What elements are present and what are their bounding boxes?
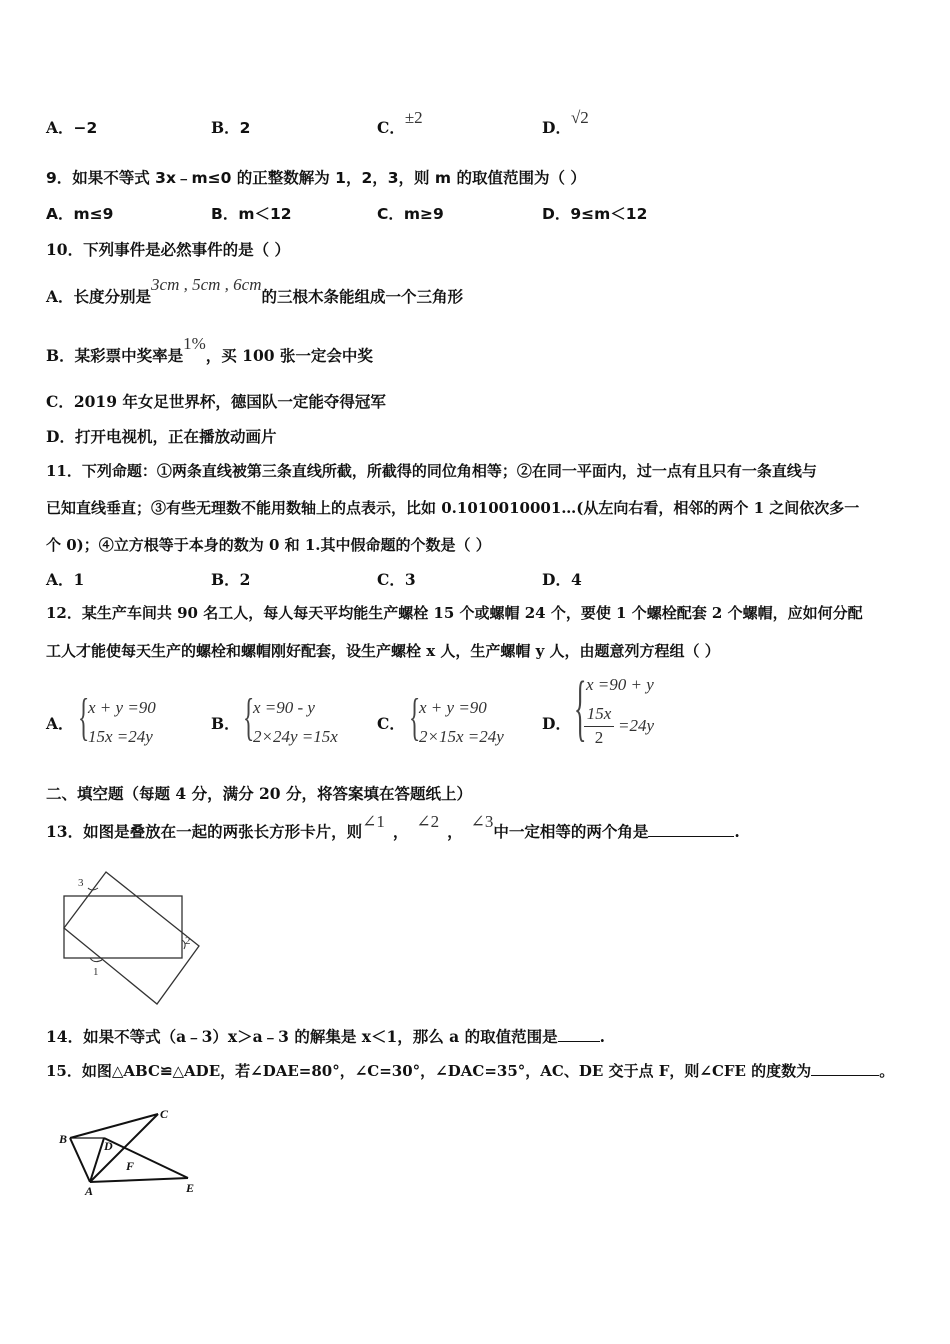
q10-option-a-pre: A．长度分别是 — [46, 287, 152, 306]
q13-end: . — [734, 822, 740, 841]
q10-option-b-pre: B．某彩票中奖率是 — [46, 346, 184, 365]
q8-option-a — [46, 116, 97, 138]
q8-option-a-label: A． — [46, 118, 74, 137]
q15-text: 15．如图△ABC≌△ADE，若∠DAE=80°，∠C=30°，∠DAC=35°，AC、DE 交于点 F，则∠CFE 的度数为 — [46, 1062, 812, 1080]
q15-label-f: F — [126, 1159, 135, 1173]
q10-stem: 10．下列事件是必然事件的是（ ） — [46, 240, 290, 259]
q11-option-a: A．1 — [46, 570, 85, 589]
q8-option-b-value: 2 — [239, 119, 251, 137]
q12-d-numerator: 15x — [586, 704, 612, 723]
q10-option-a-post: 的三根木条能组成一个三角形 — [261, 287, 464, 306]
q13-label-3: 3 — [78, 877, 84, 889]
q15-stem — [46, 1060, 894, 1081]
q10-option-b — [46, 334, 373, 366]
q15-answer-blank[interactable] — [811, 1061, 879, 1076]
q12-line1: 12．某生产车间共 90 名工人，每人每天平均能生产螺栓 15 个或螺帽 24 个，要使 1 个螺栓配套 2 个螺帽，应如何分配 — [46, 604, 863, 622]
q9-option-a: A．m≤9 — [46, 205, 114, 223]
q15-segment-ab — [70, 1138, 90, 1182]
q8-option-c-label: C． — [377, 118, 405, 137]
q12-option-b-label: B． — [211, 714, 240, 733]
q9-option-d: D．9≤m＜12 — [542, 205, 648, 223]
q13-pre: 13．如图是叠放在一起的两张长方形卡片，则 — [46, 822, 363, 841]
q15-label-a: A — [85, 1184, 94, 1198]
q12-d-rhs: =24y — [618, 716, 655, 735]
q15-label-e: E — [186, 1181, 195, 1195]
q10-option-b-post: ，买 100 张一定会中奖 — [205, 346, 373, 365]
q13-angle-1: ∠1 — [362, 812, 385, 831]
q13-figure-overlapping-rectangles — [58, 866, 218, 1016]
q12-d-fraction-bar — [584, 726, 614, 727]
q12-a-eq1: x + y =90 — [88, 698, 156, 717]
q12-c-eq2: 2×15x =24y — [419, 727, 504, 746]
q12-line2: 工人才能使每天生产的螺栓和螺帽刚好配套，设生产螺栓 x 人，生产螺帽 y 人，由题意列方程组（ ） — [46, 642, 720, 660]
q13-stem — [46, 812, 740, 842]
q10-option-b-math: 1% — [183, 334, 206, 353]
q8-option-b — [211, 116, 250, 138]
q9-stem: 9．如果不等式 3x﹣m≤0 的正整数解为 1，2，3，则 m 的取值范围为（ ） — [46, 169, 586, 187]
q11-line3: 个 0)；④立方根等于本身的数为 0 和 1.其中假命题的个数是（ ） — [46, 536, 491, 554]
q14-end: . — [599, 1027, 606, 1046]
q15-figure-congruent-triangles — [56, 1100, 216, 1200]
q15-segment-ae — [90, 1178, 188, 1182]
q12-d-denominator: 2 — [594, 728, 604, 747]
q10-option-c: C．2019 年女足世界杯，德国队一定能夺得冠军 — [46, 392, 386, 411]
q8-option-a-value: −2 — [73, 119, 98, 137]
q15-label-d: D — [104, 1139, 113, 1153]
brace-icon: { — [243, 689, 255, 746]
q12-option-a-system — [78, 689, 188, 752]
q8-option-c-value: ±2 — [404, 108, 423, 127]
q12-option-c-system — [409, 689, 529, 752]
q10-option-a — [46, 275, 464, 307]
q15-segment-de — [104, 1138, 188, 1178]
q13-sep2: ， — [447, 822, 463, 841]
q12-option-d-label: D． — [542, 714, 571, 733]
q8-option-c — [377, 108, 423, 138]
q12-option-a-label: A． — [46, 714, 74, 733]
q8-option-d-value: √2 — [570, 108, 589, 127]
q12-option-b-system — [243, 689, 363, 752]
brace-icon: { — [78, 689, 90, 746]
q11-line1: 11．下列命题：①两条直线被第三条直线所截，所截得的同位角相等；②在同一平面内，过一点有且只有一条直线与 — [46, 462, 817, 480]
q13-post: 中一定相等的两个角是 — [493, 822, 649, 841]
q14-stem — [46, 1025, 605, 1047]
q12-option-c-label: C． — [377, 714, 405, 733]
q14-text: 14．如果不等式（a﹣3）x＞a﹣3 的解集是 x＜1，那么 a 的取值范围是 — [46, 1027, 558, 1046]
q11-line2: 已知直线垂直；③有些无理数不能用数轴上的点表示，比如 0.1010010001…(从左向右看，相邻的两个 1 之间依次多一 — [46, 499, 860, 517]
brace-icon: { — [574, 667, 587, 749]
section-2-heading: 二、填空题（每题 4 分，满分 20 分，将答案填在答题纸上） — [46, 784, 472, 803]
q14-answer-blank[interactable] — [558, 1027, 600, 1042]
q9-option-c: C．m≥9 — [377, 205, 444, 223]
q13-sep1: ， — [392, 822, 409, 841]
q12-b-eq1: x =90 - y — [253, 698, 315, 717]
q12-c-eq1: x + y =90 — [419, 698, 487, 717]
q13-angle-2: ∠2 — [416, 812, 440, 831]
q12-b-eq2: 2×24y =15x — [253, 727, 338, 746]
q10-option-d: D．打开电视机，正在播放动画片 — [46, 427, 277, 446]
q13-label-1: 1 — [93, 966, 99, 978]
q15-label-c: C — [160, 1107, 169, 1121]
q15-end: 。 — [879, 1062, 895, 1080]
q8-option-b-label: B． — [211, 118, 240, 137]
q8-option-d-label: D． — [542, 118, 571, 137]
brace-icon: { — [409, 689, 421, 746]
q12-option-d-system — [574, 667, 684, 753]
q10-option-a-math: 3cm , 5cm , 6cm — [151, 275, 262, 294]
q11-option-c: C．3 — [377, 570, 416, 589]
q13-angle-3: ∠3 — [470, 812, 494, 831]
q12-a-eq2: 15x =24y — [88, 727, 153, 746]
q15-label-b: B — [59, 1132, 68, 1146]
q9-option-b: B．m＜12 — [211, 205, 292, 223]
q13-label-2: 2 — [185, 935, 191, 947]
q8-option-d — [542, 108, 589, 138]
q11-option-b: B．2 — [211, 570, 251, 589]
q13-answer-blank[interactable] — [648, 822, 734, 837]
q11-option-d: D．4 — [542, 570, 582, 589]
q13-tilted-card — [64, 872, 199, 1004]
q12-d-eq1: x =90 + y — [586, 675, 654, 694]
